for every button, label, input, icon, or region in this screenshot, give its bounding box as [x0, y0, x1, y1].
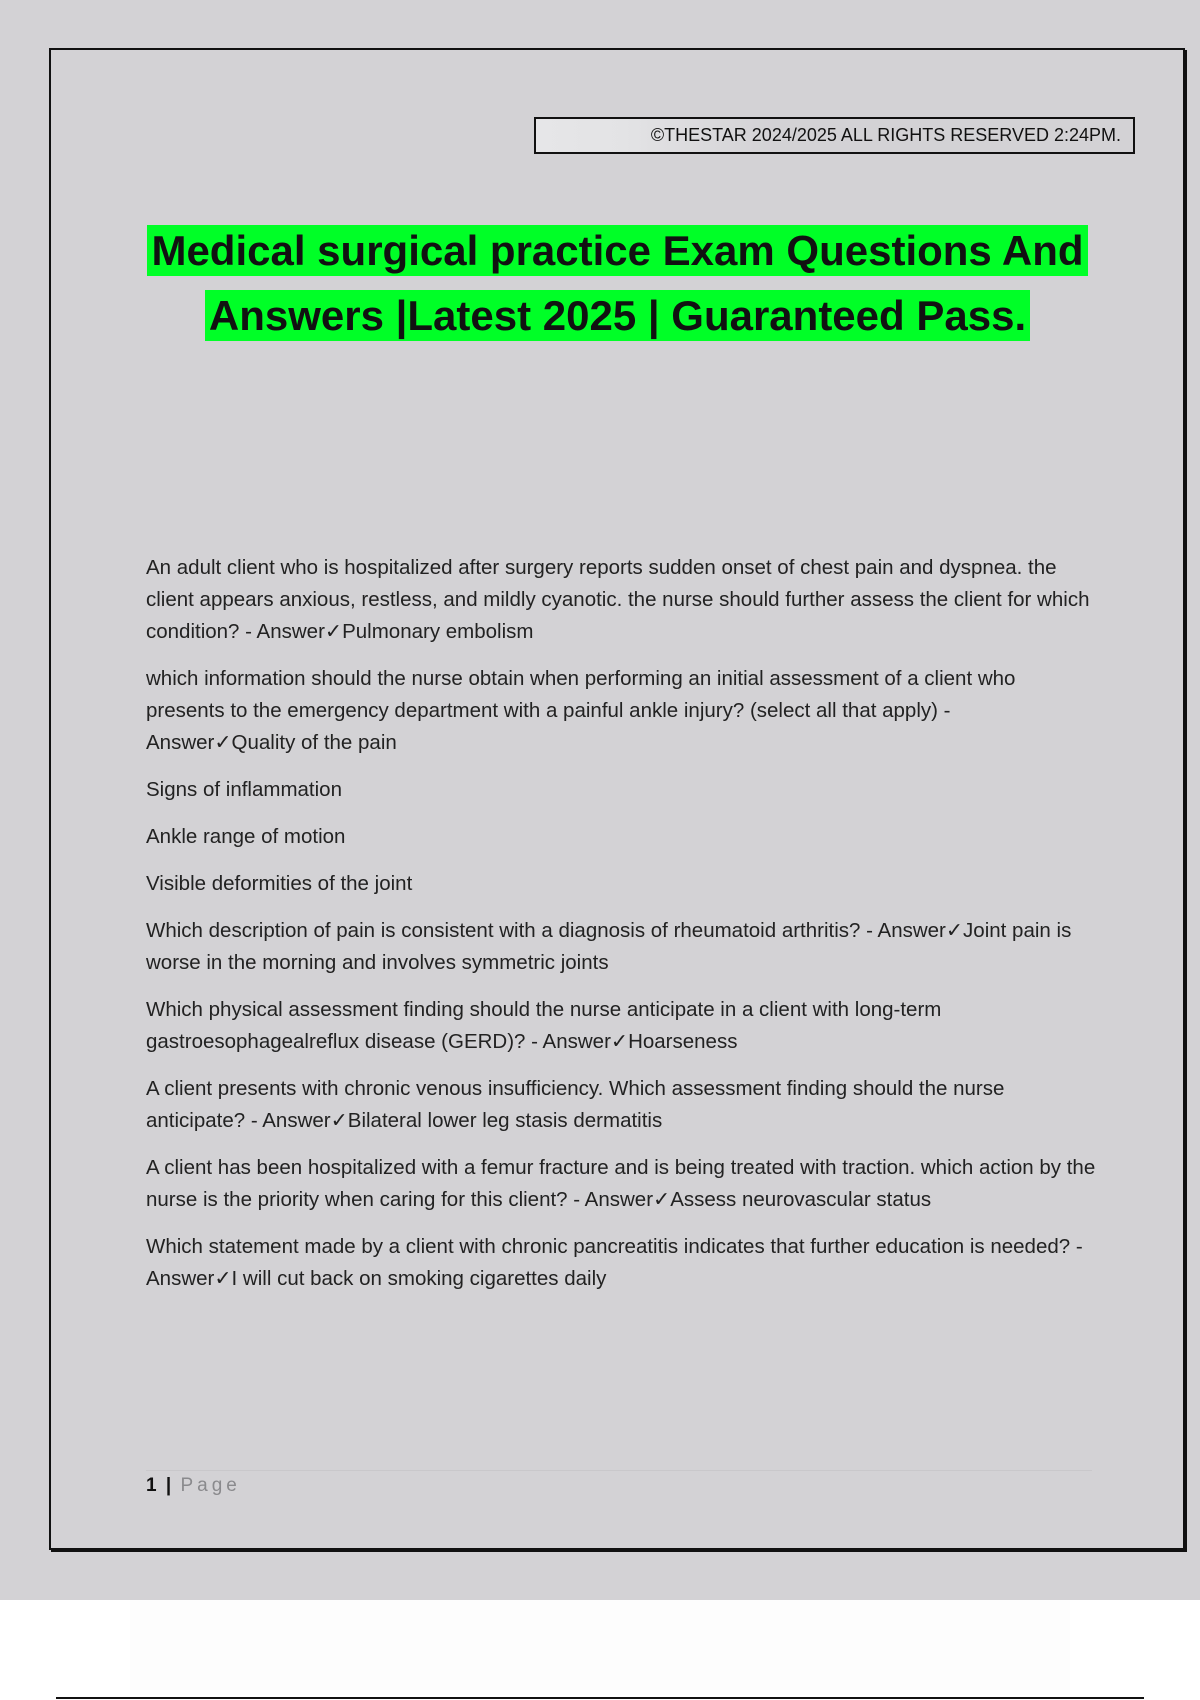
qa-paragraph: Which description of pain is consistent with a diagnosis of rheumatoid arthritis? - Answer✓Joint pain is worse in the morning and involves symmetric joints: [146, 919, 1072, 974]
page-label: Page: [180, 1475, 241, 1496]
document-title: [100, 218, 1135, 348]
qa-paragraph: Which statement made by a client with chronic pancreatitis indicates that further education is needed? - Answer✓I will cut back on smoking cigarettes daily: [146, 1235, 1083, 1290]
answer-option: Signs of inflammation: [146, 778, 342, 801]
qa-paragraph: which information should the nurse obtain when performing an initial assessment of a client who presents to the emergency department with a painful ankle injury? (select all that apply) - Answer✓Quality of the pain: [146, 667, 1016, 754]
title-line-2: Answers |Latest 2025 | Guaranteed Pass.: [205, 290, 1030, 341]
qa-content: [146, 552, 1096, 1310]
answer-option: Ankle range of motion: [146, 825, 346, 848]
answer-option: Visible deformities of the joint: [146, 872, 413, 895]
footer-separator: |: [165, 1475, 172, 1496]
qa-paragraph: Which physical assessment finding should the nurse anticipate in a client with long-term gastroesophagealreflux disease (GERD)? - Answer✓Hoarseness: [146, 998, 942, 1053]
qa-paragraph: A client presents with chronic venous insufficiency. Which assessment finding should the nurse anticipate? - Answer✓Bilateral lower leg stasis dermatitis: [146, 1077, 1005, 1132]
bottom-rule: [56, 1697, 1144, 1699]
qa-paragraph: A client has been hospitalized with a femur fracture and is being treated with traction. which action by the nurse is the priority when caring for this client? - Answer✓Assess neurovascular status: [146, 1156, 1096, 1211]
qa-paragraph: An adult client who is hospitalized after surgery reports sudden onset of chest pain and dyspnea. the client appears anxious, restless, and mildly cyanotic. the nurse should further assess the client for which condition? - Answer✓Pulmonary embolism: [146, 556, 1090, 643]
copyright-text: ©THESTAR 2024/2025 ALL RIGHTS RESERVED 2:24PM.: [650, 125, 1121, 145]
title-line-1: Medical surgical practice Exam Questions And: [147, 225, 1087, 276]
footer-divider: [146, 1470, 1092, 1471]
page-number: 1: [146, 1475, 157, 1496]
copyright-banner: [534, 117, 1135, 154]
page-footer: [146, 1474, 241, 1498]
next-page-strip: [130, 1600, 1070, 1695]
